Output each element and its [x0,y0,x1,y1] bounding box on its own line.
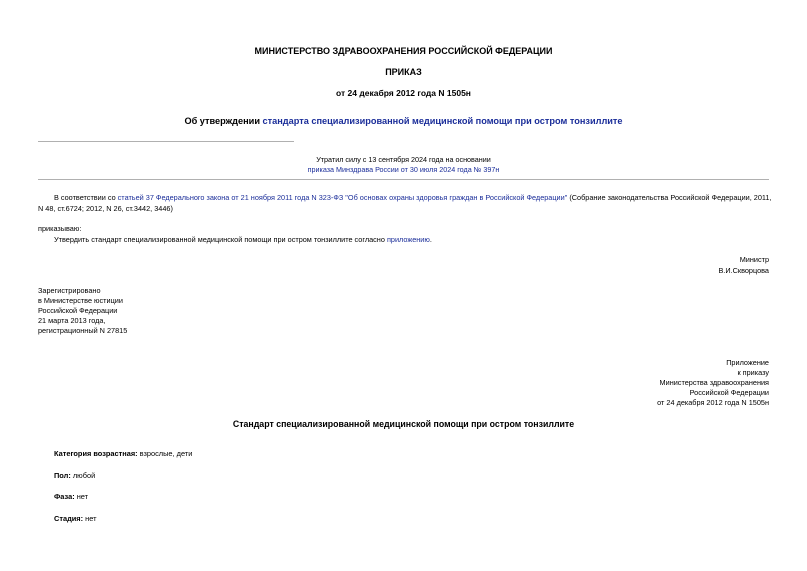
basis-prefix: В соответствии со [54,193,118,202]
standard-title: Стандарт специализированной медицинской помощи при остром тонзиллите [232,419,575,429]
registration-line: Российской Федерации [38,306,118,315]
approve-paragraph [54,235,432,244]
ministry-heading: МИНИСТЕРСТВО ЗДРАВООХРАНЕНИЯ РОССИЙСКОЙ ФЕДЕРАЦИИ [254,46,553,56]
lost-force-notice: Утратил силу с 13 сентября 2024 года на основании [316,155,491,164]
attribute-label: Пол: [54,471,71,480]
appendix-line: Российской Федерации [689,388,769,397]
approve-suffix: . [429,235,432,244]
registration-line: Зарегистрировано [38,286,101,295]
order-word: приказываю: [38,224,82,233]
basis-suffix: (Собрание законодательства Российской Федерации, 2011, [567,193,772,202]
attribute-label: Стадия: [54,514,84,523]
attribute-value: нет [83,514,97,523]
attribute-value: любой [70,471,96,480]
doc-type-heading: ПРИКАЗ [385,67,422,77]
divider-long [38,179,769,180]
attribute-stage [54,514,96,523]
lost-force-order-link[interactable]: приказа Минздрава России от 30 июля 2024 года № 397н [307,165,500,174]
attribute-value: нет [74,492,89,501]
registration-line: в Министерстве юстиции [38,296,123,305]
standard-link[interactable]: стандарта специализированной медицинской помощи при остром тонзиллите [262,116,623,126]
basis-paragraph [54,193,772,202]
approve-prefix: Утвердить стандарт специализированной медицинской помощи при остром тонзиллите согласно [54,235,387,244]
appendix-line: от 24 декабря 2012 года N 1505н [657,398,769,407]
doc-title [0,116,807,126]
doc-date-number: от 24 декабря 2012 года N 1505н [336,88,471,98]
doc-title-prefix: Об утверждении [184,116,263,126]
basis-paragraph-line2: N 48, ст.6724; 2012, N 26, ст.3442, 3446) [38,204,173,213]
attribute-sex [54,471,95,480]
attribute-label: Категория возрастная: [54,449,138,458]
appendix-line: Приложение [726,358,769,367]
registration-line: регистрационный N 27815 [38,326,128,335]
attribute-value: взрослые, дети [137,449,193,458]
signature-name: В.И.Скворцова [718,266,769,275]
attribute-label: Фаза: [54,492,75,501]
appendix-link[interactable]: приложению [386,235,430,244]
signature-position: Министр [739,255,769,264]
appendix-line: к приказу [737,368,769,377]
attribute-phase [54,492,88,501]
divider-short [38,141,294,142]
registration-line: 21 марта 2013 года, [38,316,106,325]
appendix-line: Министерства здравоохранения [659,378,769,387]
federal-law-link[interactable]: статьей 37 Федерального закона от 21 ноября 2011 года N 323-ФЗ "Об основах охраны здоровья граждан в Российской Федерации" [117,193,568,202]
attribute-age-category [54,449,192,458]
